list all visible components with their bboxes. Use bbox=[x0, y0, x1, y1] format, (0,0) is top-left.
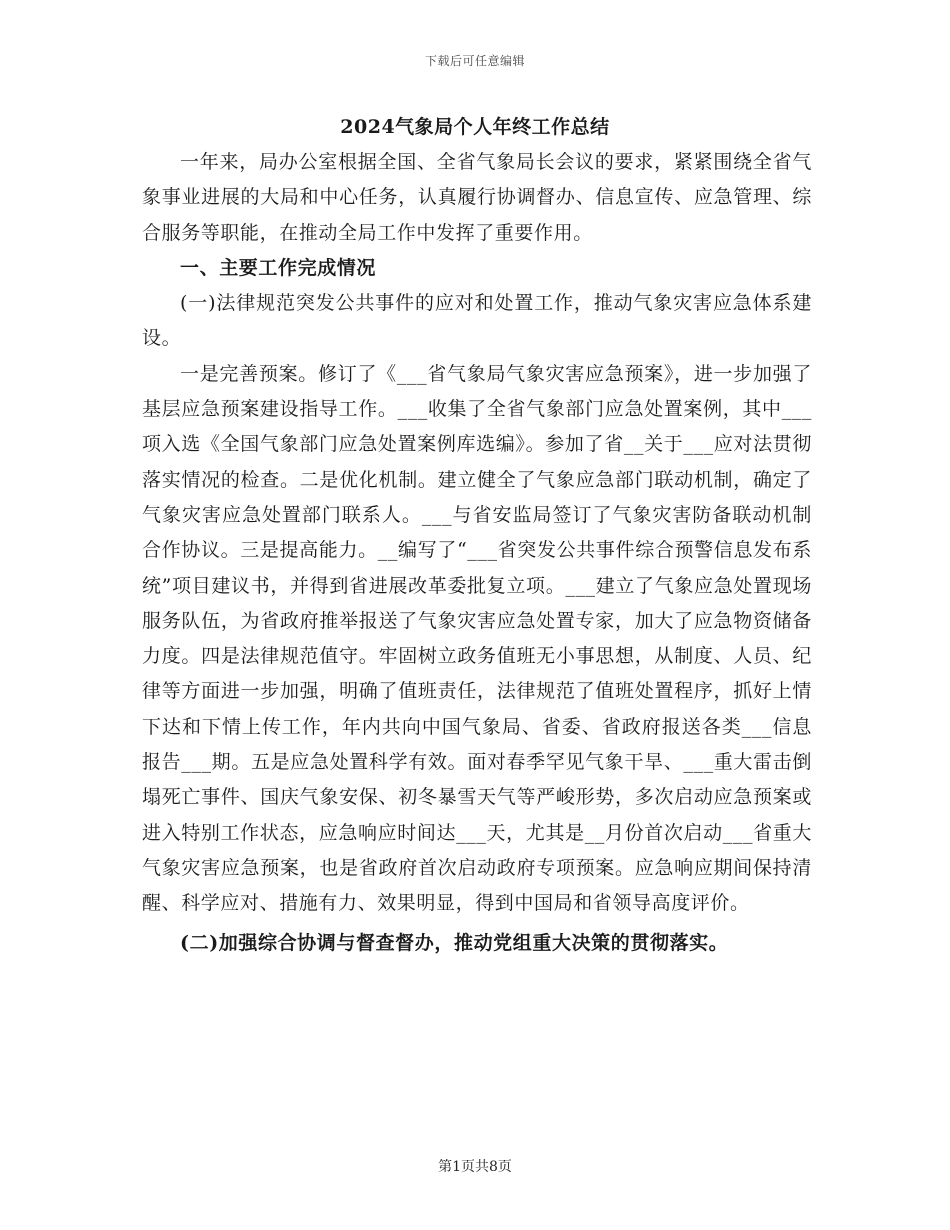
page-number: 第1页共8页 bbox=[438, 1159, 512, 1175]
document-title: 2024气象局个人年终工作总结 bbox=[340, 116, 610, 138]
subsection-heading-1: (一)法律规范突发公共事件的应对和处置工作，推动气象灾害应急体系建设。 bbox=[142, 292, 812, 350]
intro-paragraph: 一年来，局办公室根据全国、全省气象局长会议的要求，紧紧围绕全省气象事业进展的大局和中心任务，认真履行协调督办、信息宣传、应急管理、综合服务等职能，在推动全局工作中发挥了重要作用。 bbox=[142, 151, 812, 244]
section-heading-main-work: 一、主要工作完成情况 bbox=[180, 256, 377, 279]
page-header-note: 下载后可任意编辑 bbox=[424, 54, 525, 68]
subsection-heading-2: (二)加强综合协调与督查督办，推动党组重大决策的贯彻落实。 bbox=[180, 931, 729, 954]
body-paragraph-emergency: 一是完善预案。修订了《___省气象局气象灾害应急预案》，进一步加强了基层应急预案建设指导工作。___收集了全省气象部门应急处置案例，其中___项入选《全国气象部门应急处置案例库选编》。参加了省__关于___应对法贯彻落实情况的检查。二是优化机制。建立健全了气象应急部门联动机制，确定了气象灾害应急处置部门联系人。___与省安监局签订了气象灾害防备联动机制合作协议。三是提高能力。__编写了“___省突发公共事件综合预警信息发布系统”项目建议书，并得到省进展改革委批复立项。___建立了气象应急处置现场服务队伍，为省政府推举报送了气象灾害应急处置专家，加大了应急物资储备力度。四是法律规范值守。牢固树立政务值班无小事思想，从制度、人员、纪律等方面进一步加强，明确了值班责任，法律规范了值班处置程序，抓好上情下达和下情上传工作，年内共向中国气象局、省委、省政府报送各类___信息报告___期。五是应急处置科学有效。面对春季罕见气象干旱、___重大雷击倒塌死亡事件、国庆气象安保、初冬暴雪天气等严峻形势，多次启动应急预案或进入特别工作状态，应急响应时间达___天，尤其是__月份首次启动___省重大气象灾害应急预案，也是省政府首次启动政府专项预案。应急响应期间保持清醒、科学应对、措施有力、效果明显，得到中国局和省领导高度评价。 bbox=[142, 362, 812, 915]
document-body bbox=[142, 145, 812, 961]
